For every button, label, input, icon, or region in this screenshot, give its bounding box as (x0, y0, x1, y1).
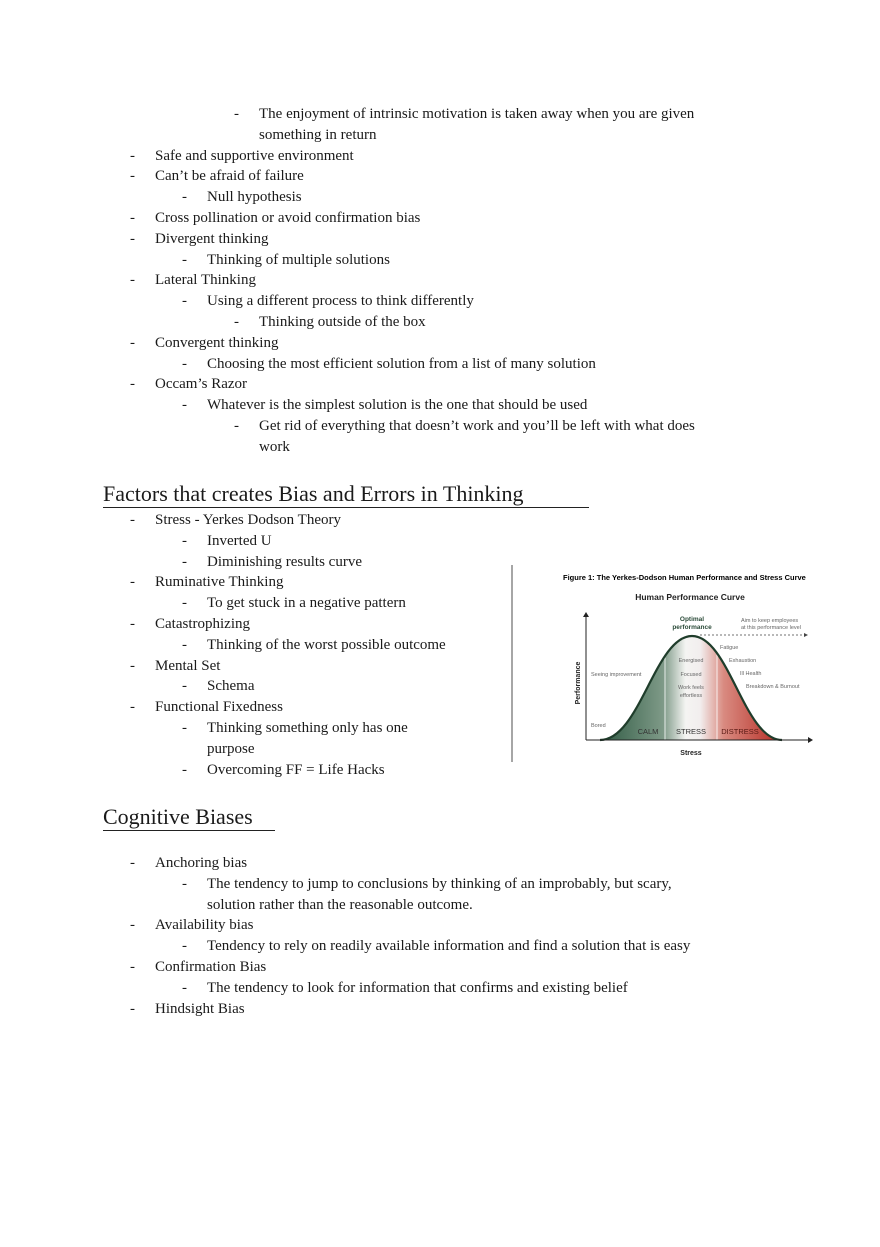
bullet-dash: - (130, 230, 135, 247)
aim-label: at this performance level (741, 625, 801, 631)
zone-distress: DISTRESS (721, 727, 759, 736)
list-item-text: Lateral Thinking (155, 272, 256, 289)
figure-title: Human Performance Curve (635, 592, 745, 602)
bullet-dash: - (130, 657, 135, 674)
list-item-text: Hindsight Bias (155, 1000, 245, 1017)
zone-note: Breakdown & Burnout (746, 684, 800, 690)
bullet-dash: - (130, 1000, 135, 1017)
list-item-text: Diminishing results curve (207, 553, 362, 570)
list-item-text: Divergent thinking (155, 230, 269, 247)
bullet-dash: - (182, 553, 187, 570)
list-item-text: Thinking of the worst possible outcome (207, 636, 446, 653)
list-item-text: Catastrophizing (155, 616, 250, 632)
bullet-dash: - (182, 355, 187, 372)
bullet-dash: - (130, 376, 135, 393)
y-axis-label: Performance (575, 661, 582, 705)
list-item-text: Tendency to rely on readily available information and find a solution that is easy (207, 938, 691, 955)
bullet-dash: - (130, 512, 135, 528)
bullet-dash: - (234, 418, 239, 434)
zone-note: Fatigue (720, 645, 739, 651)
bullet-dash: - (130, 616, 135, 632)
bullet-dash: - (130, 272, 135, 289)
list-item-text: Convergent thinking (155, 334, 279, 351)
bullet-dash: - (182, 979, 187, 996)
bullet-dash: - (130, 147, 135, 164)
bullet-dash: - (130, 959, 135, 975)
bullet-dash: - (182, 293, 187, 310)
bullet-dash: - (182, 595, 187, 612)
zone-note: effortless (679, 693, 703, 699)
zone-note: Seeing improvement (591, 672, 642, 678)
list-item-text: Stress - Yerkes Dodson Theory (155, 512, 341, 528)
bullet-dash: - (130, 168, 135, 185)
list-item-text: Using a different process to think differently (207, 293, 474, 310)
list-item-text: Safe and supportive environment (155, 147, 354, 164)
list-item-text: solution rather than the reasonable outcome. (207, 896, 473, 913)
bullet-dash: - (130, 699, 135, 716)
bullet-dash: - (182, 532, 187, 549)
figure-caption: Figure 1: The Yerkes-Dodson Human Performance and Stress Curve (563, 573, 806, 582)
bullet-dash: - (130, 334, 135, 351)
zone-note: Exhaustion (729, 658, 757, 664)
list-item-text: Cross pollination or avoid confirmation bias (155, 210, 421, 226)
aim-label: Aim to keep employees (741, 618, 799, 624)
yerkes-dodson-figure (505, 560, 825, 770)
list-item-text: Get rid of everything that doesn’t work and you’ll be left with what does (259, 418, 695, 434)
list-item-text: Functional Fixedness (155, 699, 283, 716)
list-item-text: Overcoming FF = Life Hacks (207, 761, 385, 778)
list-item-text: Thinking something only has one (207, 720, 408, 736)
bullet-dash: - (130, 855, 135, 871)
zone-stress: STRESS (675, 727, 707, 736)
bullet-dash: - (130, 210, 135, 226)
bullet-dash: - (182, 251, 187, 268)
bullet-dash: - (234, 314, 239, 330)
list-item-text: purpose (207, 740, 255, 757)
bullet-dash: - (130, 917, 135, 934)
bullet-dash: - (130, 574, 135, 591)
zone-calm: CALM (637, 727, 659, 736)
section-heading-factors: Factors that creates Bias and Errors in Thinking (103, 481, 589, 508)
bullet-dash: - (182, 761, 187, 778)
list-item-text: Thinking of multiple solutions (207, 251, 390, 268)
zone-note: Energised (678, 658, 704, 664)
zone-note: Ill Health (740, 671, 762, 677)
bullet-dash: - (182, 189, 187, 206)
zone-note: Work feels (678, 685, 704, 691)
list-item-text: Null hypothesis (207, 189, 302, 206)
zone-note: Bored (591, 723, 606, 729)
list-item-text: Mental Set (155, 657, 221, 674)
bullet-dash: - (182, 397, 187, 414)
list-item-text: Schema (207, 678, 255, 695)
bullet-dash: - (182, 636, 187, 653)
list-item-text: Anchoring bias (155, 855, 248, 871)
list-item-text: The tendency to look for information that confirms and existing belief (207, 979, 628, 996)
list-item-text: The tendency to jump to conclusions by thinking of an improbably, but scary, (207, 875, 672, 892)
list-item-text: Whatever is the simplest solution is the one that should be used (207, 397, 588, 414)
x-axis-label: Stress (680, 750, 702, 757)
list-item-text: something in return (259, 126, 377, 143)
optimal-label: Optimal (679, 616, 705, 623)
list-item-text: Availability bias (155, 917, 254, 934)
bullet-dash: - (182, 938, 187, 955)
bullet-dash: - (182, 720, 187, 736)
list-item-text: Confirmation Bias (155, 959, 267, 975)
list-item-text: Can’t be afraid of failure (155, 168, 304, 185)
optimal-label: performance (672, 624, 712, 631)
list-item-text: Ruminative Thinking (155, 574, 284, 591)
bullet-dash: - (182, 875, 187, 892)
list-item-text: Inverted U (207, 532, 272, 549)
bullet-dash: - (182, 678, 187, 695)
list-item-text: Choosing the most efficient solution from a list of many solution (207, 355, 596, 372)
list-item-text: work (259, 438, 290, 455)
zone-note: Focused (680, 672, 702, 678)
bullet-dash: - (234, 106, 239, 122)
section-heading-cognitive-biases: Cognitive Biases (103, 804, 275, 831)
list-item-text: Occam’s Razor (155, 376, 248, 393)
list-item-text: The enjoyment of intrinsic motivation is taken away when you are given (259, 106, 695, 122)
list-item-text: To get stuck in a negative pattern (207, 595, 406, 612)
list-item-text: Thinking outside of the box (259, 314, 426, 330)
